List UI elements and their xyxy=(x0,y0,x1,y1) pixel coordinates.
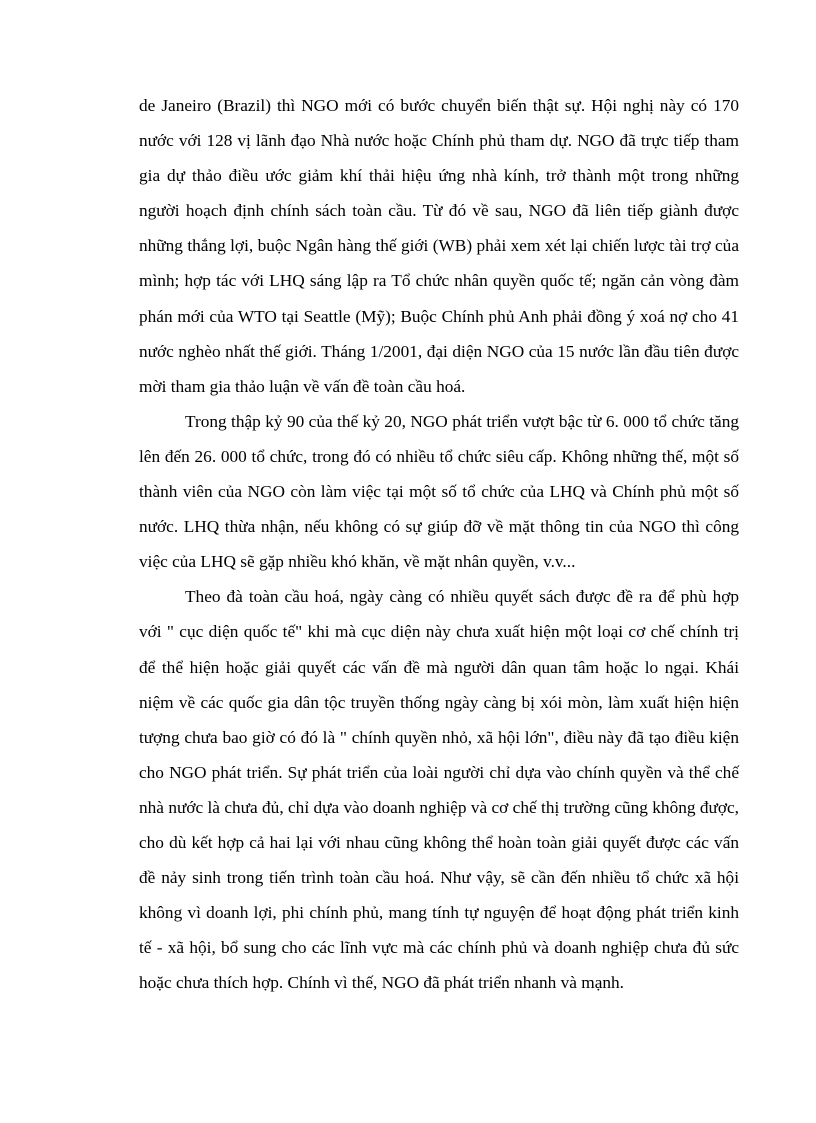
paragraph-ngo-growth-1990s: Trong thập kỷ 90 của thế kỷ 20, NGO phát triển vượt bậc từ 6. 000 tổ chức tăng lên đến 26. 000 tổ chức, trong đó có nhiều tổ chức siêu cấp. Không những thế, một số thành viên của NGO còn làm việc tại một số tổ chức của LHQ và Chính phủ một số nước. LHQ thừa nhận, nếu không có sự giúp đỡ về mặt thông tin của NGO thì công việc của LHQ sẽ gặp nhiều khó khăn, về mặt nhân quyền, v.v... xyxy=(139,411,739,572)
body-text xyxy=(139,88,739,1000)
paragraph-ngo-milestones: de Janeiro (Brazil) thì NGO mới có bước chuyển biến thật sự. Hội nghị này có 170 nước với 128 vị lãnh đạo Nhà nước hoặc Chính phủ tham dự. NGO đã trực tiếp tham gia dự thảo điều ước giảm khí thải hiệu ứng nhà kính, trở thành một trong những người hoạch định chính sách toàn cầu. Từ đó về sau, NGO đã liên tiếp giành được những thắng lợi, buộc Ngân hàng thế giới (WB) phải xem xét lại chiến lược tài trợ của mình; hợp tác với LHQ sáng lập ra Tổ chức nhân quyền quốc tế; ngăn cản vòng đàm phán mới của WTO tại Seattle (Mỹ); Buộc Chính phủ Anh phải đồng ý xoá nợ cho 41 nước nghèo nhất thế giới. Tháng 1/2001, đại diện NGO của 15 nước lần đầu tiên được mời tham gia thảo luận về vấn đề toàn cầu hoá. xyxy=(139,96,739,396)
paragraph-globalization-ngo: Theo đà toàn cầu hoá, ngày càng có nhiều quyết sách được đề ra để phù hợp với " cục diện quốc tế" khi mà cục diện này chưa xuất hiện một loại cơ chế chính trị để thể hiện hoặc giải quyết các vấn đề mà người dân quan tâm hoặc lo ngại. Khái niệm về các quốc gia dân tộc truyền thống ngày càng bị xói mòn, làm xuất hiện hiện tượng chưa bao giờ có đó là " chính quyền nhỏ, xã hội lớn", điều này đã tạo điều kiện cho NGO phát triển. Sự phát triển của loài người chỉ dựa vào chính quyền và thể chế nhà nước là chưa đủ, chỉ dựa vào doanh nghiệp và cơ chế thị trường cũng không được, cho dù kết hợp cả hai lại với nhau cũng không thể hoàn toàn giải quyết được các vấn đề nảy sinh trong tiến trình toàn cầu hoá. Như vậy, sẽ cần đến nhiều tổ chức xã hội không vì doanh lợi, phi chính phủ, mang tính tự nguyện để hoạt động phát triển kinh tế - xã hội, bổ sung cho các lĩnh vực mà các chính phủ và doanh nghiệp chưa đủ sức hoặc chưa thích hợp. Chính vì thế, NGO đã phát triển nhanh và mạnh. xyxy=(139,587,739,993)
